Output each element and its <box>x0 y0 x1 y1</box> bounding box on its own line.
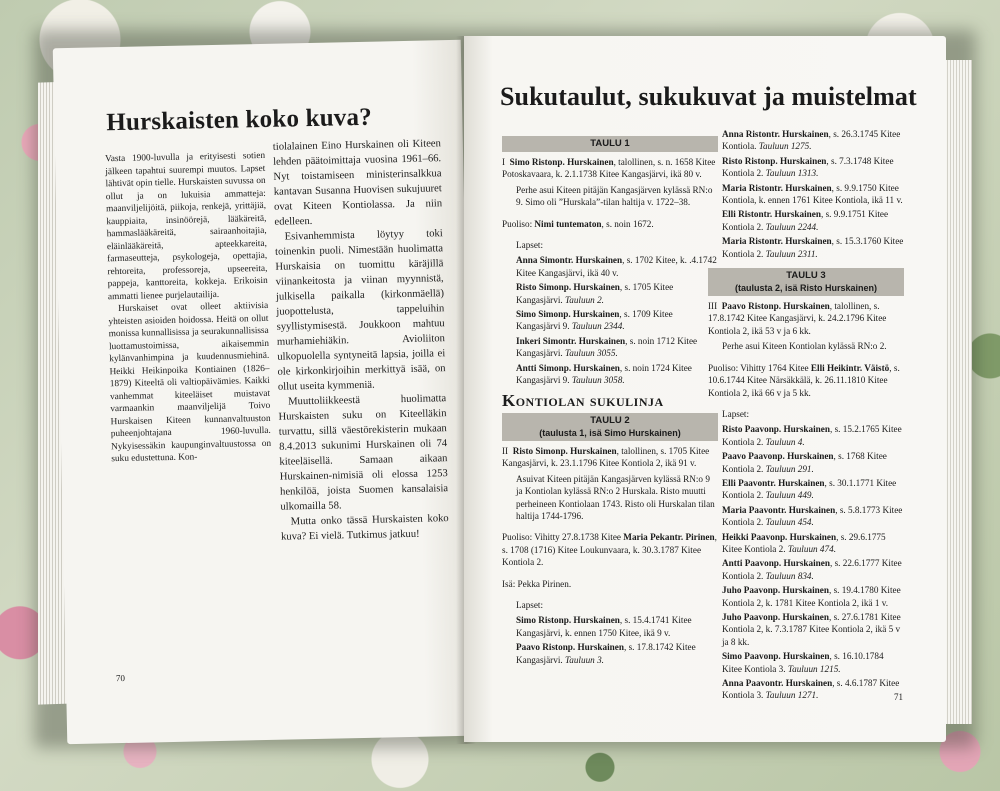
spouse-name: Maria Pekantr. Pirinen <box>623 532 715 543</box>
generation-numeral: I <box>502 157 506 167</box>
child-name: Heikki Paavonp. Hurskainen <box>722 531 837 542</box>
child-name: Simo Ristonp. Hurskainen <box>516 615 620 626</box>
child-details: , s. 1702 Kitee, k. .4.1742 Kitee Kangasjärvi, ikä 40 v. <box>516 255 717 278</box>
child-entry <box>708 235 904 260</box>
child-entry <box>708 557 904 582</box>
child-details: , s. 5.8.1773 Kitee Kontiola 2. <box>722 504 903 528</box>
child-name: Antti Paavonp. Hurskainen <box>722 558 830 569</box>
person-name: Paavo Ristonp. Hurskainen <box>721 301 830 312</box>
right-page-title: Sukutaulut, sukukuvat ja muistelmat <box>500 82 917 111</box>
child-details: , s. 29.6.1775 Kitee Kontiola 2. <box>722 531 886 554</box>
spouse-label: Puoliso: Vihitty 27.8.1738 Kitee <box>502 532 624 543</box>
person-name: Risto Simonp. Hurskainen <box>512 445 617 456</box>
page-number-left: 70 <box>115 672 126 684</box>
child-details: , s. 9.9.1751 Kitee Kontiola 2. <box>722 209 889 232</box>
taulu-ref: Tauluun 2. <box>564 294 604 305</box>
taulu-2-spouse <box>502 531 718 568</box>
person-details: , talollinen, s. n. 1658 Kitee Potoskavaara, k. 2.1.1738 Kitee Kangasjärvi, ikä 80 v. <box>502 157 716 180</box>
child-entry <box>708 208 904 233</box>
child-entry <box>502 362 718 387</box>
right-column-2 <box>708 128 904 704</box>
child-name: Risto Paavonp. Hurskainen <box>722 424 830 435</box>
paragraph: Mutta onko tässä Hurskaisten koko kuva? Ei vielä. Tutkimus jatkuu! <box>280 513 449 543</box>
taulu-ref: Tauluun 3055. <box>564 348 618 359</box>
taulu-3-subtitle: (taulusta 2, isä Risto Hurskainen) <box>734 283 878 294</box>
person-details: , talollinen, s. 1705 Kitee Kangasjärvi, k. 23.1.1796 Kitee Kontiola 2, ikä 91 v. <box>502 445 710 469</box>
child-entry <box>502 641 718 666</box>
child-details: , s. 16.10.1784 Kitee Kontiola 3. <box>722 651 884 674</box>
spouse-name: Nimi tuntematon <box>534 218 602 229</box>
paragraph: Esivanhemmista löytyy toki toinenkin puoli. Nimestään huolimatta Hurskaisia on tuomittu käräjillä viinankeitosta ja viinan myynnistä, julkisella paikalla (kirkonmäellä) juopottelusta, tappeluihin syyllistymisestä. Joukkoon mahtuu murhamiehiäkin. Avioliiton ulkopuolella syntyneitä lapsia, joilla ei ole kirkonkirjoihin merkittyä isää, on ollut useita kymmeniä. <box>274 228 446 393</box>
taulu-ref: Tauluun 454. <box>765 517 814 528</box>
paragraph: Muuttoliikkeestä huolimatta Hurskaisten suku on Kiteelläkin turvattu, sillä väestörekisterin mukaan 8.4.2013 sukunimi Hurskainen oli 74 kiteeläisellä. Samaan aikaan Hurskainen-nimisiä oli elossa 1253 henkilöä, joista Suomen kansalaisia ulkomailla 58. <box>278 393 449 513</box>
child-entry <box>708 677 904 702</box>
child-entry <box>708 155 904 180</box>
taulu-1-spouse <box>502 218 718 230</box>
child-entry <box>708 584 904 609</box>
child-name: Elli Ristontr. Hurskainen <box>722 209 821 220</box>
paragraph: tiolalainen Eino Hurskainen oli Kiteen lehden päätoimittaja vuosina 1961–66. Nyt toistamiseen ministerinsalkkua kantavan Susanna Huovisen sukujuuret ovat Kiteen Kontiolassa. Ja niin edelleen. <box>272 138 443 228</box>
child-name: Maria Paavontr. Hurskainen <box>722 504 836 515</box>
child-details: , s. 4.6.1787 Kitee Kontiola 3. <box>722 678 900 701</box>
child-details: , s. 7.3.1748 Kitee Kontiola 2. <box>722 155 894 179</box>
left-page-title: Hurskaisten koko kuva? <box>106 103 373 137</box>
child-name: Juho Paavonp. Hurskainen <box>722 612 829 622</box>
child-entry <box>708 504 904 529</box>
child-details: , s. noin 1724 Kitee Kangasjärvi 9. <box>516 362 692 386</box>
child-entry <box>708 531 904 556</box>
child-details: , s. 15.3.1760 Kitee Kontiola 2. <box>722 236 904 259</box>
child-entry <box>502 335 718 360</box>
spouse-name: Elli Heikintr. Väistö <box>810 362 890 373</box>
taulu-ref: Tauluun 1313. <box>765 168 819 179</box>
child-entry <box>502 281 718 306</box>
child-details: , s. 17.8.1742 Kitee Kangasjärvi. <box>516 642 696 665</box>
generation-numeral: II <box>502 445 509 456</box>
child-name: Risto Ristonp. Hurskainen <box>722 155 827 166</box>
child-details: , s. 27.6.1781 Kitee Kontiola 2, k. 7.3.1787 Kitee Kontiola 2, ikä 5 v ja 8 kk. <box>722 612 901 647</box>
page-number-right: 71 <box>894 692 903 702</box>
child-name: Antti Simonp. Hurskainen <box>516 362 620 373</box>
child-name: Simo Paavonp. Hurskainen <box>722 651 830 662</box>
spouse-details: , s. 10.6.1744 Kitee Närsäkkälä, k. 26.11.1810 Kitee Kontiola 2, ikä 66 v ja 5 kk. <box>708 362 900 398</box>
child-entry <box>708 611 904 648</box>
taulu-1-person <box>502 156 718 181</box>
person-name: Simo Ristonp. Hurskainen <box>509 157 614 167</box>
section-heading: Kontiolan sukulinja <box>502 390 664 410</box>
taulu-2-subtitle: (taulusta 1, isä Simo Hurskainen) <box>539 427 681 438</box>
child-entry <box>708 423 904 448</box>
person-details: , talollinen, s. 17.8.1742 Kitee Kangasjärvi, k. 24.2.1796 Kitee Kontiola 2, ikä 53 v ja 6 kk. <box>708 301 887 336</box>
left-column-2 <box>273 136 449 544</box>
taulu-3-person <box>708 300 904 337</box>
taulu-3-heading <box>708 268 904 296</box>
child-name: Elli Paavontr. Hurskainen <box>722 477 825 488</box>
child-details: , s. 26.3.1745 Kitee Kontiola. <box>722 129 901 152</box>
father-line: Isä: Pekka Pirinen. <box>502 578 572 589</box>
taulu-2-person <box>502 445 718 470</box>
taulu-2-heading <box>502 413 718 441</box>
left-page <box>53 40 475 744</box>
taulu-ref: Tauluun 1271. <box>765 690 819 701</box>
children-label: Lapset: <box>516 599 544 610</box>
taulu-2-paragraph: Asuivat Kiteen pitäjän Kangasjärven kylässä RN:o 9 ja Kontiolan kylässä RN:o 2 Hurskala. Risto muutti perheineen Kontiolaan 1743. Risto oli Hurskalan tilan haltija 1744-1796. <box>516 473 715 521</box>
child-details: , s. 19.4.1780 Kitee Kontiola 2, k. 1781 Kitee Kontiola 2, ikä 1 v. <box>722 585 901 608</box>
taulu-3-title: TAULU 3 <box>786 270 826 282</box>
taulu-2-title: TAULU 2 <box>590 414 630 426</box>
child-details: , s. 1709 Kitee Kangasjärvi 9. <box>516 309 673 332</box>
children-label: Lapset: <box>722 408 750 419</box>
generation-numeral: III <box>708 301 718 312</box>
child-details: , s. 15.2.1765 Kitee Kontiola 2. <box>722 424 902 447</box>
taulu-ref: Tauluun 834. <box>765 570 814 581</box>
child-name: Simo Simonp. Hurskainen <box>516 309 620 320</box>
taulu-ref: Tauluun 3. <box>564 654 604 665</box>
taulu-3-paragraph: Perhe asui Kiteen Kontiolan kylässä RN:o 2. <box>722 341 887 352</box>
child-entry <box>708 182 904 207</box>
paragraph: Hurskaiset ovat olleet aktiivisia yhteisten asioiden hoidossa. Heitä on ollut monissa kunnallisissa ja seurakunnallisissa luottamustoimissa, aikaisemmin kylänvanhimpina ja kuudennusmiehinä. Heikki Heikinpoika Kontiainen (1826–1879) Kiteeltä oli valtiopäivämies. Kaikki vanhemmat kiteeläiset muistavat varmaankin maanviljelijä Toivo Hurskaisen Kiteen kunnanvaltuuston puheenjohtajana 1960-luvulla. Nykyisessäkin kaupunginvaltuustossa on suku edustettuna. Kon- <box>108 300 272 465</box>
child-details: , s. 9.9.1750 Kitee Kontiola, k. ennen 1761 Kitee Kontiola, ikä 11 v. <box>722 182 903 206</box>
taulu-ref: Tauluun 2244. <box>765 221 819 232</box>
taulu-ref: Tauluun 449. <box>765 490 814 501</box>
taulu-ref: Tauluun 291. <box>765 463 814 474</box>
spouse-label: Puoliso: <box>502 218 535 229</box>
child-entry <box>708 128 904 153</box>
child-details: , s. 22.6.1777 Kitee Kontiola 2. <box>722 558 902 581</box>
child-details: , s. 15.4.1741 Kitee Kangasjärvi, k. ennen 1750 Kitee, ikä 9 v. <box>516 615 692 638</box>
taulu-ref: Tauluun 1215. <box>787 663 841 674</box>
child-name: Anna Simontr. Hurskainen <box>516 255 623 266</box>
right-column-1 <box>502 132 718 668</box>
child-name: Risto Simonp. Hurskainen <box>516 282 620 293</box>
child-name: Inkeri Simontr. Hurskainen <box>516 335 626 346</box>
child-entry <box>708 450 904 475</box>
taulu-ref: Tauluun 3058. <box>571 375 625 386</box>
spouse-label: Puoliso: Vihitty 1764 Kitee <box>708 362 811 373</box>
taulu-1-heading: TAULU 1 <box>502 136 718 152</box>
child-entry <box>502 254 718 279</box>
taulu-3-spouse <box>708 362 904 399</box>
taulu-ref: Tauluun 1275. <box>758 141 812 152</box>
paragraph: Vasta 1900-luvulla ja erityisesti sotien jälkeen tapahtui suurempi muutos. Lapset lähtivät opin tielle. Hurskaisten suvussa on ollut ja on lukuisia ammatteja: maanviljelijöitä, piikoja, renkejä, yrittäjiä, kauppiaita, insinöörejä, lääkäreitä, hammaslääkäreitä, sairaanhoitajia, eläinlääkäreitä, apteekkareita, farmaseutteja, psykologeja, opettajia, rehtoreita, professoreja, upseereita, pappeja, kanttoreita, kokkeja. Erikoisin ammatti lienee purjelautailija. <box>104 150 268 302</box>
child-name: Anna Paavontr. Hurskainen <box>722 678 833 689</box>
child-name: Anna Ristontr. Hurskainen <box>722 129 829 139</box>
child-entry <box>708 477 904 502</box>
taulu-1-paragraph: Perhe asui Kiteen pitäjän Kangasjärven kylässä RN:o 9. Simo oli ”Hurskala”-tilan haltija v. 1722–38. <box>516 184 713 208</box>
spouse-details: , s. noin 1672. <box>601 218 654 229</box>
child-name: Paavo Ristonp. Hurskainen <box>516 642 624 653</box>
child-entry <box>708 650 904 675</box>
child-details: , s. 1705 Kitee Kangasjärvi. <box>516 282 674 305</box>
taulu-ref: Tauluun 2311. <box>765 248 818 259</box>
child-entry <box>502 308 718 333</box>
child-name: Paavo Paavonp. Hurskainen <box>722 451 834 462</box>
taulu-ref: Tauluun 4. <box>765 436 805 447</box>
child-name: Maria Ristontr. Hurskainen <box>722 236 832 247</box>
child-entry <box>502 614 718 639</box>
right-page <box>464 36 946 742</box>
spouse-details: , s. 1708 (1716) Kitee Loukunvaara, k. 30.3.1787 Kitee Kontiola 2. <box>502 532 717 568</box>
taulu-ref: Tauluun 474. <box>787 543 837 554</box>
taulu-ref: Tauluun 2344. <box>571 321 625 332</box>
child-name: Juho Paavonp. Hurskainen <box>722 585 829 596</box>
child-details: , s. 1768 Kitee Kontiola 2. <box>722 451 887 474</box>
child-name: Maria Ristontr. Hurskainen <box>722 182 832 193</box>
child-details: , s. 30.1.1771 Kitee Kontiola 2. <box>722 477 897 501</box>
child-details: , s. noin 1712 Kitee Kangasjärvi. <box>516 335 698 359</box>
left-column-1 <box>105 150 272 466</box>
children-label: Lapset: <box>516 240 544 251</box>
